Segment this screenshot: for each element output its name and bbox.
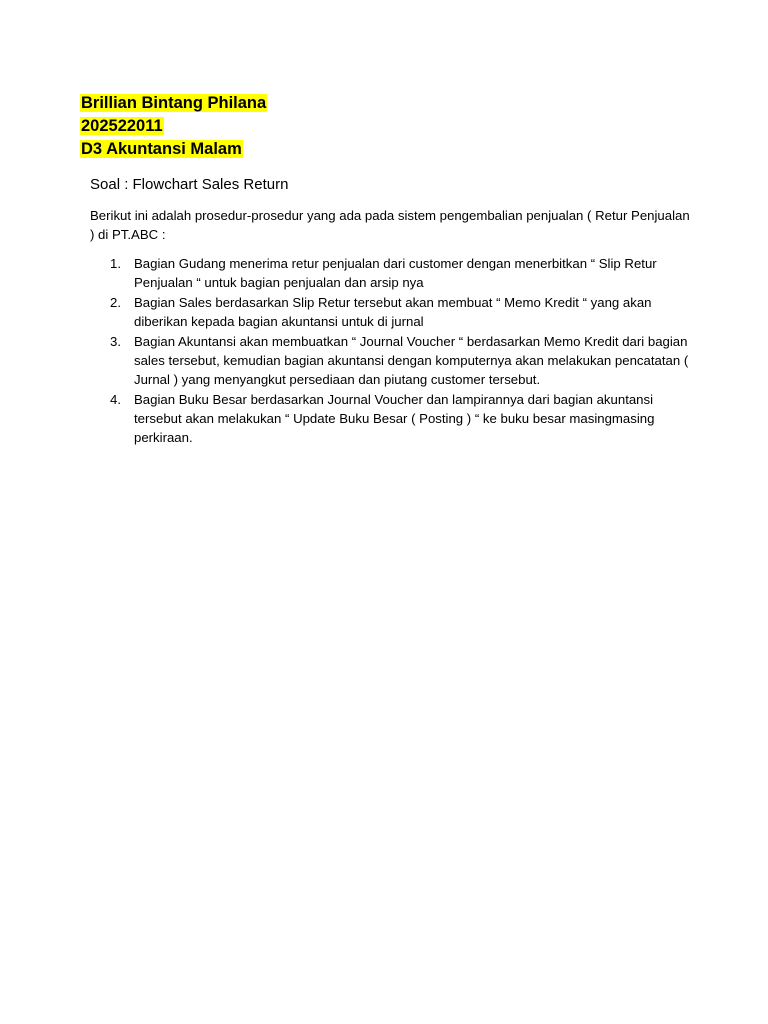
- question-title: Soal : Flowchart Sales Return: [90, 176, 289, 193]
- author-name-line: [80, 92, 480, 114]
- question-intro: Berikut ini adalah prosedur-prosedur yang ada pada sistem pengembalian penjualan ( Retur Penjualan ) di PT.ABC :: [90, 208, 690, 242]
- step-text: Bagian Akuntansi akan membuatkan “ Journal Voucher “ berdasarkan Memo Kredit dari bagian sales tersebut, kemudian bagian akuntansi dengan komputernya akan melakukan pencatatan ( Jurnal ) yang menyangkut persediaan dan piutang customer tersebut.: [134, 334, 689, 387]
- step-number: 3.: [110, 334, 121, 349]
- step-number: 2.: [110, 295, 121, 310]
- procedure-step-3: [90, 332, 690, 389]
- program-name: D3 Akuntansi Malam: [81, 140, 242, 158]
- step-text: Bagian Gudang menerima retur penjualan dari customer dengan menerbitkan “ Slip Retur Penjualan “ untuk bagian penjualan dan arsip nya: [134, 256, 657, 290]
- procedure-list: [90, 254, 690, 448]
- procedure-step-2: [90, 293, 690, 331]
- step-text: Bagian Sales berdasarkan Slip Retur tersebut akan membuat “ Memo Kredit “ yang akan diberikan kepada bagian akuntansi untuk di jurnal: [134, 295, 652, 329]
- procedure-step-1: [90, 254, 690, 292]
- step-number: 1.: [110, 256, 121, 271]
- procedure-step-4: [90, 390, 690, 447]
- author-header: [80, 92, 480, 161]
- step-text: Bagian Buku Besar berdasarkan Journal Voucher dan lampirannya dari bagian akuntansi tersebut akan melakukan “ Update Buku Besar ( Posting ) “ ke buku besar masingmasing perkiraan.: [134, 392, 655, 445]
- student-id-line: [80, 115, 480, 137]
- student-id: 202522011: [81, 117, 163, 135]
- program-line: [80, 138, 480, 160]
- author-name: Brillian Bintang Philana: [81, 94, 267, 112]
- step-number: 4.: [110, 392, 121, 407]
